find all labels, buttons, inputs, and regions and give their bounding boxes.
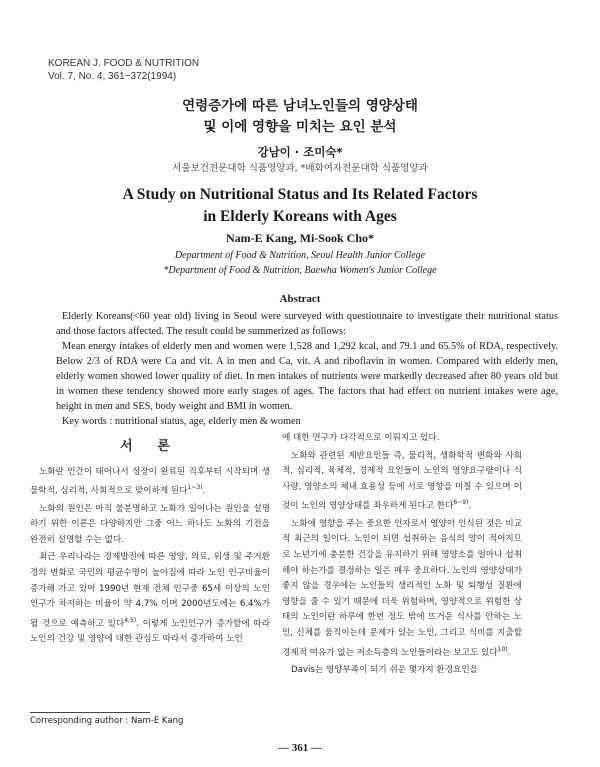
abstract-paragraph-1: Elderly Koreans(<60 year old) living in Seoul were surveyed with questionnaire to investigate their nutritional status and those factors affected. The result could be summerized as follows: — [56, 311, 558, 337]
korean-title — [0, 96, 600, 138]
journal-citation: Vol. 7, No. 4, 361~372(1994) — [48, 71, 177, 82]
journal-header — [48, 57, 199, 83]
intro-paragraph-1-text: 노화란 인간이 태어나서 성장이 완료된 직후부터 시작되며 생물학적, 심리적, 사회적으로 맞이하게 된다 — [30, 466, 270, 497]
english-authors: Nam-E Kang, Mi-Sook Cho* — [225, 231, 374, 245]
korean-authors: 강남이 · 조미숙* — [257, 145, 343, 159]
intro-paragraph-4: 에 대한 연구가 다각적으로 이뤄지고 있다. — [282, 433, 440, 443]
citation-ref: 6~9) — [453, 499, 469, 507]
english-title-line1: A Study on Nutritional Status and Its Related Factors — [122, 186, 478, 203]
intro-paragraph-3-tail: . 이렇게 노인인구가 증가함에 따라 노인의 건강 및 영양에 대한 관심도 따라서 증가하여 노인 — [30, 618, 270, 645]
intro-paragraph-3-text: 최근 우리나라는 경제발전에 따른 영양, 의료, 위생 및 주거환경의 변화로 국민의 평균수명이 높아짐에 따라 노인 인구비율이 증가해 가고 있어 1990년 현재 전체 인구중 65세 이상의 노인인구가 차지하는 비율이 약 4.7% 이며 2000년도에는 6.4%가 될 것으로 예측하고 있다 — [30, 552, 270, 629]
english-affiliation-1: Department of Food & Nutrition, Seoul Health Junior College — [174, 250, 426, 261]
corresponding-author-footnote: Corresponding author : Nam-E Kang — [30, 716, 184, 726]
english-title-line2: in Elderly Koreans with Ages — [203, 208, 397, 225]
intro-paragraph-7: Davis는 영양부족이 되기 쉬운 몇가지 환경요인을 — [291, 665, 478, 676]
intro-paragraph-1: 노화란 인간이 태어나서 성장이 완료된 직후부터 시작되며 생물학적, 심리적, 사회적으로 맞이하게 된다$^{1\sim 3)}$. — [30, 466, 270, 497]
intro-paragraph-6: 노화에 영향을 주는 중요한 인자로서 영양이 인식된 것은 비교적 최근의 일이다. 노인이 되면 섭취하는 음식의 양이 적어지므로 노년기에 충분한 건강을 유지하기 위해 영양소를 얼마나 섭취해야 하는가를 결정하는 일은 매우 중요하다. 노인의 영양상태가 좋지 않을 경우에는 노인들의 생리적인 노화 및 퇴행성 질환에 영향을 줄 수 있기 때문에 더욱 위험하며, 영양적으로 위험한 상태의 노인이란 하루에 한번 정도 밖에 뜨거운 식사를 안하는 노인, 신체를 움직이는데 문제가 있는 노인, 그리고 식비를 지출할 경제적 여유가 없는 저소득층의 노인들이라는 보고도 있다$^{10)}$. — [282, 518, 522, 658]
korean-affiliation: 서울보건전문대학 식품영양과, *배화여자전문대학 식품영양과 — [172, 163, 428, 174]
abstract-heading: Abstract — [279, 293, 321, 305]
korean-title-line1: 연령증가에 따른 남녀노인들의 영양상태 — [182, 98, 418, 114]
keywords: Key words : nutritional status, age, elderly men & women — [62, 416, 301, 427]
intro-paragraph-5: 노화와 관련된 제반요인들 즉, 물리적, 생화학적 변화와 사회적, 심리적, 육체적, 경제적 요인들이 노인의 영양요구량이나 식사량, 영양소의 체내 효용성 등에 서로 영향을 미칠 수 있으며 이것이 노인의 영양상태를 좌우하게 된다고 한다$^{6\sim 9)}$. — [282, 450, 522, 512]
abstract-body — [56, 309, 558, 429]
english-title — [0, 184, 600, 228]
intro-paragraph-5-text: 노화와 관련된 제반요인들 즉, 물리적, 생화학적 변화와 사회적, 심리적, 육체적, 경제적 요인들이 노인의 영양요구량이나 식사량, 영양소의 체내 효용성 등에 서로 영향을 미칠 수 있으며 이것이 노인의 영양상태를 좌우하게 된다고 한다 — [282, 450, 522, 512]
abstract-paragraph-2: Mean energy intakes of elderly men and women were 1,528 and 1,292 kcal, and 79.1 and 65.5% of RDA, respectively. Below 2/3 of RDA were Ca and vit. A in men and Ca, vit. A and riboflavin in women. Compared with elderly men, elderly women showed lower quality of diet. In men intakes of nutrients were markedly decreased after 80 years old but in women these tendency showed more early stages of ages. The factors that had effect on nutrient intakes were age, height in men and SES, body weight and BMI in women. — [56, 341, 558, 412]
left-column — [30, 431, 270, 650]
journal-name: KOREAN J. FOOD & NUTRITION — [48, 58, 200, 69]
footnote-divider — [30, 712, 150, 713]
english-affiliation-2: *Department of Food & Nutrition, Baewha Women's Junior College — [163, 265, 437, 276]
intro-paragraph-3 — [30, 550, 270, 647]
korean-title-line2: 및 이에 영향을 미치는 요인 분석 — [203, 119, 397, 135]
citation-ref: 1~3) — [187, 484, 203, 492]
page-number: — 361 — — [278, 742, 322, 754]
citation-ref: 10) — [497, 645, 508, 653]
section-heading-introduction: 서 론 — [120, 439, 180, 454]
intro-paragraph-6-text: 노화에 영향을 주는 중요한 인자로서 영양이 인식된 것은 비교적 최근의 일이다. 노인이 되면 섭취하는 음식의 양이 적어지므로 노년기에 충분한 건강을 유지하기 위해 영양소를 얼마나 섭취해야 하는가를 결정하는 일은 매우 중요하다. 노인의 영양상태가 좋지 않을 경우에는 노인들의 생리적인 노화 및 퇴행성 질환에 영향을 줄 수 있기 때문에 더욱 위험하며, 영양적으로 위험한 상태의 노인이란 하루에 한번 정도 밖에 뜨거운 식사를 안하는 노인, 신체를 움직이는데 문제가 있는 노인, 그리고 식비를 지출할 경제적 여유가 없는 저소득층의 노인들이라는 보고도 있다 — [282, 518, 522, 658]
right-column — [282, 431, 522, 681]
intro-paragraph-2: 노화의 원인은 아직 불분명하고 노화가 일어나는 원인을 설명하기 위한 이론은 다양하지만 그중 어느 하나도 노화의 기전을 완전히 설명할 수는 없다. — [30, 503, 270, 545]
citation-ref: 4,5) — [124, 616, 137, 624]
